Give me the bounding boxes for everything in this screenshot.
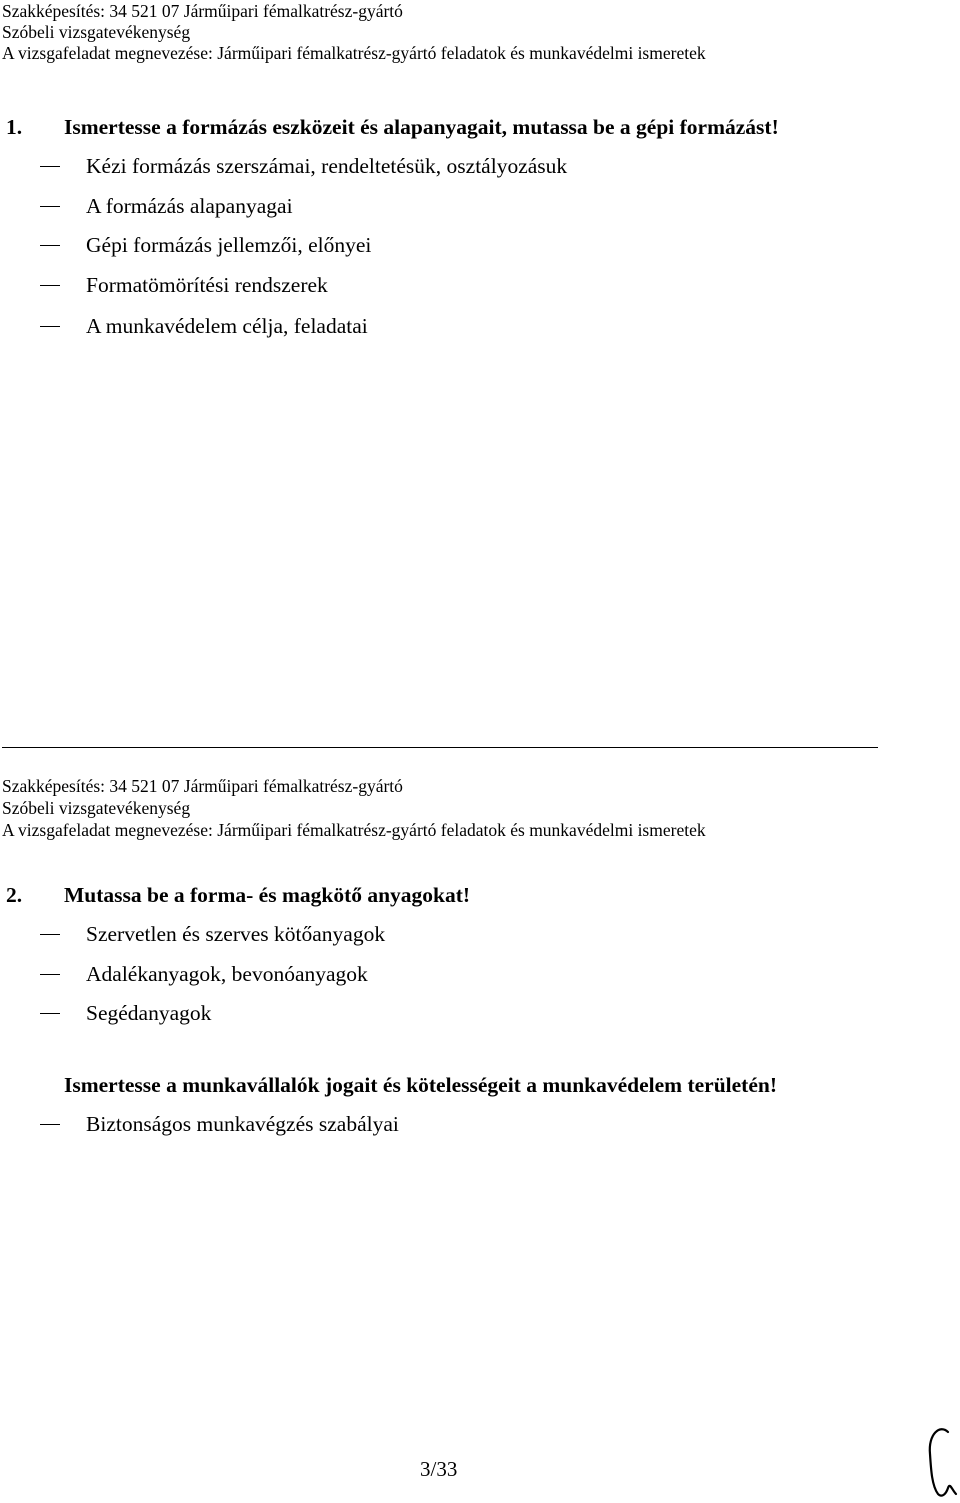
list-item-label: Segédanyagok	[86, 1001, 212, 1025]
header-qualification: Szakképesítés: 34 521 07 Járműipari fémalkatrész-gyártó	[2, 1, 403, 21]
header-qualification: Szakképesítés: 34 521 07 Járműipari fémalkatrész-gyártó	[2, 776, 403, 796]
question-number: 1.	[6, 115, 23, 139]
list-item-label: Formatömörítési rendszerek	[86, 273, 328, 297]
question-text: Ismertesse a munkavállalók jogait és kötelességeit a munkavédelem területén!	[64, 1073, 777, 1097]
dash-bullet-icon	[40, 326, 60, 327]
dash-bullet-icon	[40, 285, 60, 286]
list-item-label: A munkavédelem célja, feladatai	[86, 314, 368, 338]
dash-bullet-icon	[40, 934, 60, 935]
question-2	[6, 882, 906, 908]
header-exam-type: Szóbeli vizsgatevékenység	[2, 798, 191, 818]
dash-bullet-icon	[40, 166, 60, 167]
page-separator	[2, 747, 878, 748]
header-task-name: A vizsgafeladat megnevezése: Járműipari fémalkatrész-gyártó feladatok és munkavédelmi ismeretek	[2, 820, 706, 840]
dash-bullet-icon	[40, 1124, 60, 1125]
list-item-label: Szervetlen és szerves kötőanyagok	[86, 922, 386, 946]
list-item-label: Biztonságos munkavégzés szabályai	[86, 1112, 399, 1136]
dash-bullet-icon	[40, 245, 60, 246]
dash-bullet-icon	[40, 206, 60, 207]
header-exam-type: Szóbeli vizsgatevékenység	[2, 22, 191, 42]
list-item-label: Adalékanyagok, bevonóanyagok	[86, 962, 368, 986]
question-text: Ismertesse a formázás eszközeit és alapanyagait, mutassa be a gépi formázást!	[64, 115, 779, 139]
page-number: 3/33	[420, 1457, 458, 1481]
question-number: 2.	[6, 883, 23, 907]
list-item-label: A formázás alapanyagai	[86, 194, 293, 218]
header-task-name: A vizsgafeladat megnevezése: Járműipari fémalkatrész-gyártó feladatok és munkavédelmi ismeretek	[2, 43, 706, 63]
question-1	[6, 114, 906, 140]
question-2-part-b	[6, 1072, 906, 1098]
list-item-label: Kézi formázás szerszámai, rendeltetésük, osztályozásuk	[86, 154, 568, 178]
question-text: Mutassa be a forma- és magkötő anyagokat!	[64, 883, 471, 907]
list-item-label: Gépi formázás jellemzői, előnyei	[86, 233, 372, 257]
dash-bullet-icon	[40, 1013, 60, 1014]
dash-bullet-icon	[40, 974, 60, 975]
handwritten-signature-icon	[918, 1420, 958, 1500]
